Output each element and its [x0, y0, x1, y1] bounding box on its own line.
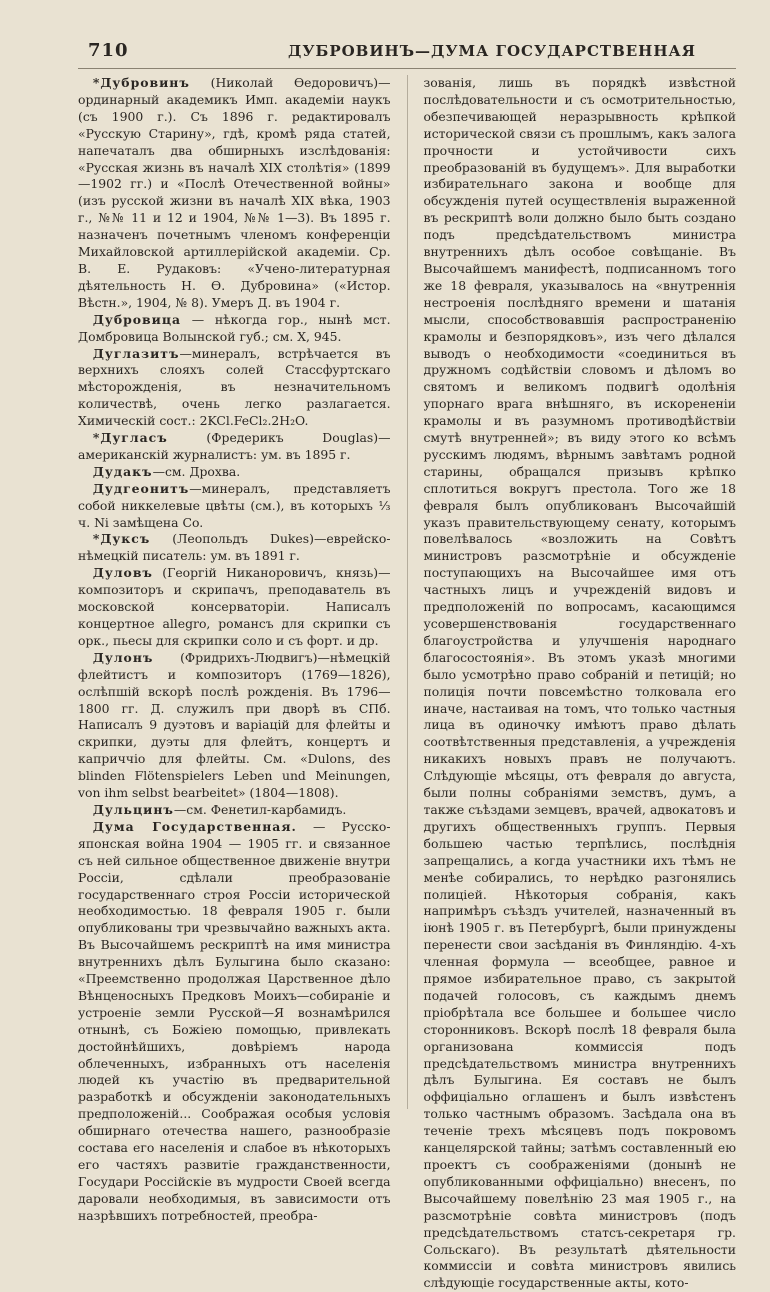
entry-text: (Фредерикъ Douglas)—американскій журналистъ: ум. въ 1895 г.	[78, 430, 391, 462]
article-entry	[78, 430, 391, 464]
entry-text: — нѣкогда гор., нынѣ мст. Домбровица Волынской губ.; см. X, 945.	[78, 311, 391, 344]
article-entry	[78, 531, 391, 565]
article-entry	[78, 650, 391, 802]
article-entry	[78, 464, 391, 481]
article-entry	[78, 819, 391, 1225]
article-entry	[78, 802, 391, 819]
page-number: 710	[88, 40, 129, 61]
entry-text: —минералъ, встрѣчается въ верхнихъ слояхъ солей Стассфуртскаго мѣсторожденія, въ незначительномъ количествѣ, очень легко разлагается. Химическій сост.: 2KCl.FeCl₂.2H₂O.	[78, 345, 391, 429]
article-entry	[78, 312, 391, 346]
article-entry	[78, 481, 391, 532]
entry-headword: Дубровица	[92, 311, 181, 327]
column-divider	[407, 75, 408, 1109]
entry-text: —см. Дрохва.	[152, 463, 241, 479]
entry-headword: Дулонъ	[92, 649, 154, 665]
entry-text: зованія, лишь въ порядкѣ извѣстной послѣдовательности и съ осмотрительностью, обезпечивающей неразрывность крѣпкой исторической связи съ прошлымъ, какъ залога прочности и устойчивости сихъ преобразованій въ будущемъ». Для выработки избирательнаго закона и вообще для обсужденія путей осуществленія выраженной въ рескриптѣ воли должно было быть создано подъ предсѣдательствомъ министра внутреннихъ дѣлъ особое совѣщаніе. Въ Высочайшемъ манифестѣ, подписанномъ того же 18 февраля, указывалось на «внутреннія нестроенія послѣдняго времени и шатанія мысли, способствовавшія распространенію крамолы и безпорядковъ», изъ чего дѣлался выводъ о необходимости «соединиться въ дружномъ содѣйствіи словомъ и дѣломъ во святомъ и великомъ подвигѣ одолѣнія упорнаго врага внѣшняго, въ искорененіи крамолы и въ разумномъ противодѣйствіи смутѣ внутренней»; въ виду этого ко всѣмъ русскимъ людямъ, вѣрнымъ завѣтамъ родной старины, обращался призывъ крѣпко сплотиться вокругъ престола. Того же 18 февраля былъ опубликованъ Высочайшій указъ правительствующему сенату, которымъ повелѣвалось «возложить на Совѣтъ министровъ разсмотрѣніе и обсужденіе поступающихъ на Высочайшее имя отъ частныхъ лицъ и учрежденій видовъ и предположеній по вопросамъ, касающимся усовершенствованія государственнаго благоустройства и улучшенія народнаго благосостоянія». Въ этомъ указѣ многими было усмотрѣно право собраній и петицій; но полиція почти повсемѣстно толковала его иначе, настаивая на томъ, что только частныя лица въ одиночку имѣютъ право дѣлать соотвѣтственныя представленія, а учрежденія никакихъ новыхъ правъ не получаютъ. Слѣдующіе мѣсяцы, отъ февраля до августа, были полны собраніями земствъ, думъ, а также съѣздами земцевъ, врачей, адвокатовъ и другихъ общественныхъ группъ. Первыя большею частью терпѣлись, послѣднія запрещались, а когда участники ихъ тѣмъ не менѣе собирались, то нерѣдко разгонялись полиціей. Нѣкоторыя собранія, какъ напримѣръ съѣздъ учителей, назначенный въ іюнѣ 1905 г. въ Петербургѣ, были принуждены перенести свои засѣданія въ Финляндію. 4-хъ членная формула — всеобщее, равное и прямое избирательное право, съ закрытой подачей голосовъ, съ каждымъ днемъ пріобрѣтала все большее и большее число сторонниковъ. Вскорѣ послѣ 18 февраля была организована коммиссія подъ предсѣдательствомъ министра внутреннихъ дѣлъ Булыгина. Ея составъ не былъ оффиціально оглашенъ и былъ извѣстенъ только частнымъ образомъ. Засѣдала она въ теченіе трехъ мѣсяцевъ подъ покровомъ канцелярской тайны; затѣмъ составленный ею проектъ съ соображеніями (донынѣ не опубликованными оффиціально) внесенъ, по Высочайшему повелѣнію 23 мая 1905 г., на разсмотрѣніе совѣта министровъ (подъ предсѣдательствомъ статсъ-секретаря гр. Сольскаго). Въ результатѣ дѣятельности коммиссіи и совѣта министровъ явились слѣдующіе государственные акты, кото-	[423, 75, 736, 1291]
entry-text: (Николай Өедоровичъ)—ординарный академикъ Имп. академіи наукъ (съ 1900 г.). Съ 1896 г. редактировалъ «Русскую Старину», гдѣ, кромѣ ряда статей, напечаталъ два обширныхъ изслѣдованія: «Русская жизнь въ началѣ XIX столѣтія» (1899—1902 гг.) и «Послѣ Отечественной войны» (изъ русской жизни въ началѣ XIX вѣка, 1903 г., №№ 11 и 12 и 1904, №№ 1—3). Въ 1895 г. назначенъ почетнымъ членомъ конференціи Михайловской артиллерійской академіи. Ср. В. Е. Рудаковъ: «Учено-литературная дѣятельность Н. Ө. Дубровина» («Истор. Вѣстн.», 1904, № 8). Умеръ Д. въ 1904 г.	[78, 75, 391, 310]
entry-text: (Леопольдъ Dukes)—еврейско-нѣмецкій писатель: ум. въ 1891 г.	[78, 531, 391, 564]
entry-headword: Дудгеонитъ	[92, 480, 190, 496]
entry-headword: *Дубровинъ	[92, 75, 190, 90]
running-title: ДУБРОВИНЪ—ДУМА ГОСУДАРСТВЕННАЯ	[288, 42, 696, 60]
entry-headword: Дума Государственная.	[92, 818, 297, 834]
left-column	[78, 75, 391, 1223]
article-entry	[78, 75, 391, 312]
text-columns	[78, 75, 736, 1291]
article-entry	[423, 75, 736, 1292]
entry-text: —см. Фенетил-карбамидъ.	[173, 801, 347, 817]
page-header	[78, 38, 736, 69]
entry-text: (Фридрихъ-Людвигъ)—нѣмецкій флейтистъ и композиторъ (1769—1826), ослѣпшій вскорѣ послѣ рожденія. Въ 1796—1800 гг. Д. служилъ при дворѣ въ СПб. Написалъ 9 дуэтовъ и варіацій для флейты и скрипки, дуэты для флейтъ, концертъ и каприччіо для флейты. См. «Dulons, des blinden Flötenspielers Leben und Meinungen, von ihm selbst bearbeitet» (1804—1808).	[78, 649, 391, 801]
entry-text: (Георгій Никаноровичъ, князь)—композиторъ и скрипачъ, преподаватель въ московской консерваторіи. Написалъ концертное allegro, романсъ для скрипки съ орк., пьесы для скрипки соло и съ форт. и др.	[78, 565, 391, 648]
article-entry	[78, 346, 391, 431]
article-entry	[78, 565, 391, 650]
entry-headword: Дудакъ	[92, 463, 153, 479]
entry-headword: *Дугласъ	[92, 430, 168, 446]
entry-text: —минералъ, представляетъ собой никкелевые цвѣты (см.), въ которыхъ ⅓ ч. Ni замѣщена Co.	[78, 480, 391, 530]
right-column	[423, 75, 736, 1291]
entry-headword: Дульцинъ	[92, 801, 174, 817]
entry-headword: Дуловъ	[92, 565, 153, 581]
entry-text: — Русско-японская война 1904 — 1905 гг. и связанное съ ней сильное общественное движеніе внутри Россіи, сдѣлали преобразованіе государственнаго строя Россіи исторической необходимостью. 18 февраля 1905 г. были опубликованы три чрезвычайно важныхъ акта. Въ Высочайшемъ рескриптѣ на имя министра внутреннихъ дѣлъ Булыгина было сказано: «Преемственно продолжая Царственное дѣло Вѣнценосныхъ Предковъ Моихъ—собираніе и устроеніе земли Русской—Я вознамѣрился отнынѣ, съ Божіею помощью, привлекать достойнѣйшихъ, довѣріемъ народа облеченныхъ, избранныхъ отъ населенія людей къ участію въ предварительной разработкѣ и обсужденіи законодательныхъ предположеній... Соображая особыя условія обширнаго отечества нашего, разнообразіе состава его населенія и слабое въ нѣкоторыхъ его частяхъ развитіе гражданственности, Государи Россійскіе въ мудрости Своей всегда даровали необходимыя, въ зависимости отъ назрѣвшихъ потребностей, преобра-	[78, 818, 391, 1223]
entry-headword: Дуглазитъ	[92, 345, 180, 361]
entry-headword: *Дуксъ	[92, 531, 151, 547]
